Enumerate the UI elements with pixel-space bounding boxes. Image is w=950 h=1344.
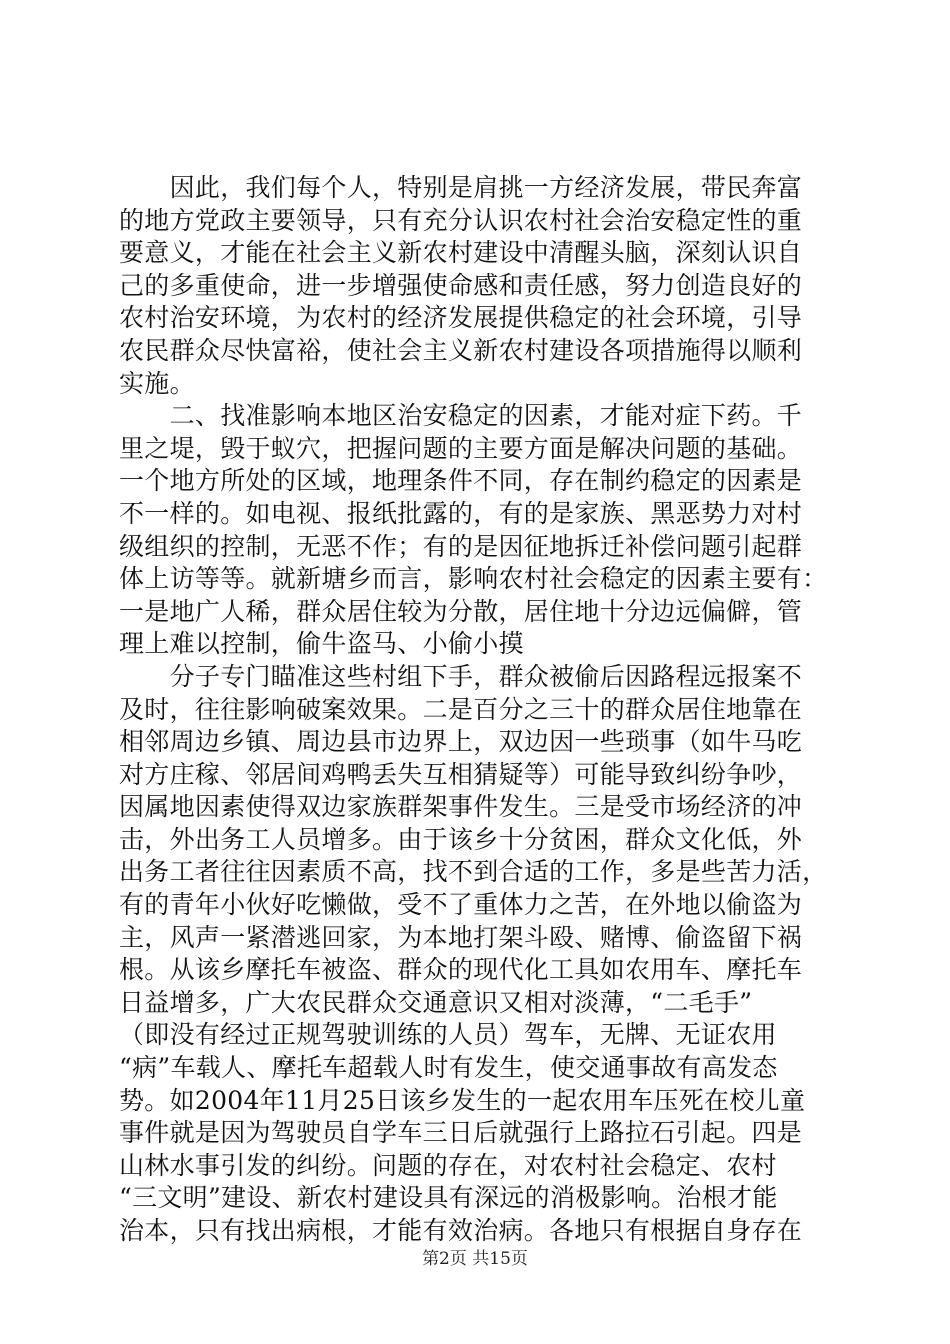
text-line: 对方庄稼、邻居间鸡鸭丢失互相猜疑等）可能导致纠纷争吵， bbox=[119, 759, 803, 789]
text-line: 一个地方所处的区域，地理条件不同，存在制约稳定的因素是 bbox=[119, 466, 803, 496]
text-line: 击，外出务工人员增多。由于该乡十分贫困，群众文化低，外 bbox=[119, 824, 803, 854]
text-line: 己的多重使命，进一步增强使命感和责任感，努力创造良好的 bbox=[119, 270, 803, 300]
text-line: 二、找准影响本地区治安稳定的因素，才能对症下药。千 bbox=[119, 401, 803, 431]
text-line: 势。如2004年11月25日该乡发生的一起农用车压死在校儿童 bbox=[119, 1085, 806, 1115]
text-line: 农民群众尽快富裕，使社会主义新农村建设各项措施得以顺利 bbox=[119, 335, 803, 365]
text-line: 治本，只有找出病根，才能有效治病。各地只有根据自身存在 bbox=[119, 1216, 803, 1245]
text-line: “病”车载人、摩托车超载人时有发生，使交通事故有高发态 bbox=[119, 1053, 778, 1083]
text-line: 相邻周边乡镇、周边县市边界上，双边因一些琐事（如牛马吃 bbox=[119, 727, 803, 757]
body-text bbox=[119, 172, 837, 1248]
text-line: 事件就是因为驾驶员自学车三日后就强行上路拉石引起。四是 bbox=[119, 1118, 803, 1148]
text-line: 因属地因素使得双边家族群架事件发生。三是受市场经济的冲 bbox=[119, 792, 803, 822]
text-line: 不一样的。如电视、报纸批露的，有的是家族、黑恶势力对村 bbox=[119, 498, 803, 528]
text-line: 体上访等等。就新塘乡而言，影响农村社会稳定的因素主要有： bbox=[119, 564, 828, 594]
text-line: 要意义，才能在社会主义新农村建设中清醒头脑，深刻认识自 bbox=[119, 238, 803, 268]
text-line: （即没有经过正规驾驶训练的人员）驾车，无牌、无证农用 bbox=[119, 1020, 777, 1050]
page-footer bbox=[0, 1248, 950, 1270]
text-line: 农村治安环境，为农村的经济发展提供稳定的社会环境，引导 bbox=[119, 303, 803, 333]
text-line: 分子专门瞄准这些村组下手，群众被偷后因路程远报案不 bbox=[119, 661, 803, 691]
text-line: 及时，往往影响破案效果。二是百分之三十的群众居住地靠在 bbox=[119, 694, 803, 724]
text-line: 出务工者往往因素质不高，找不到合适的工作，多是些苦力活， bbox=[119, 857, 828, 887]
text-line: 主，风声一紧潜逃回家，为本地打架斗殴、赌博、偷盗留下祸 bbox=[119, 922, 803, 952]
text-line: 实施。 bbox=[119, 368, 195, 398]
text-line: 根。从该乡摩托车被盗、群众的现代化工具如农用车、摩托车 bbox=[119, 955, 803, 985]
text-line: 级组织的控制，无恶不作；有的是因征地拆迁补偿问题引起群 bbox=[119, 531, 803, 561]
text-line: 理上难以控制，偷牛盗马、小偷小摸 bbox=[119, 629, 524, 659]
text-line: 有的青年小伙好吃懒做，受不了重体力之苦，在外地以偷盗为 bbox=[119, 890, 803, 920]
text-line: 的地方党政主要领导，只有充分认识农村社会治安稳定性的重 bbox=[119, 205, 803, 235]
text-line: “三文明”建设、新农村建设具有深远的消极影响。治根才能 bbox=[119, 1183, 778, 1213]
text-line: 山林水事引发的纠纷。问题的存在，对农村社会稳定、农村 bbox=[119, 1150, 777, 1180]
text-line: 里之堤，毁于蚁穴，把握问题的主要方面是解决问题的基础。 bbox=[119, 433, 803, 463]
page-number-label: 第2页 共15页 bbox=[422, 1249, 528, 1269]
text-line: 因此，我们每个人，特别是肩挑一方经济发展，带民奔富 bbox=[119, 173, 803, 202]
text-line: 日益增多，广大农民群众交通意识又相对淡薄，“二毛手” bbox=[119, 987, 753, 1017]
text-line: 一是地广人稀，群众居住较为分散，居住地十分边远偏僻，管 bbox=[119, 596, 803, 626]
